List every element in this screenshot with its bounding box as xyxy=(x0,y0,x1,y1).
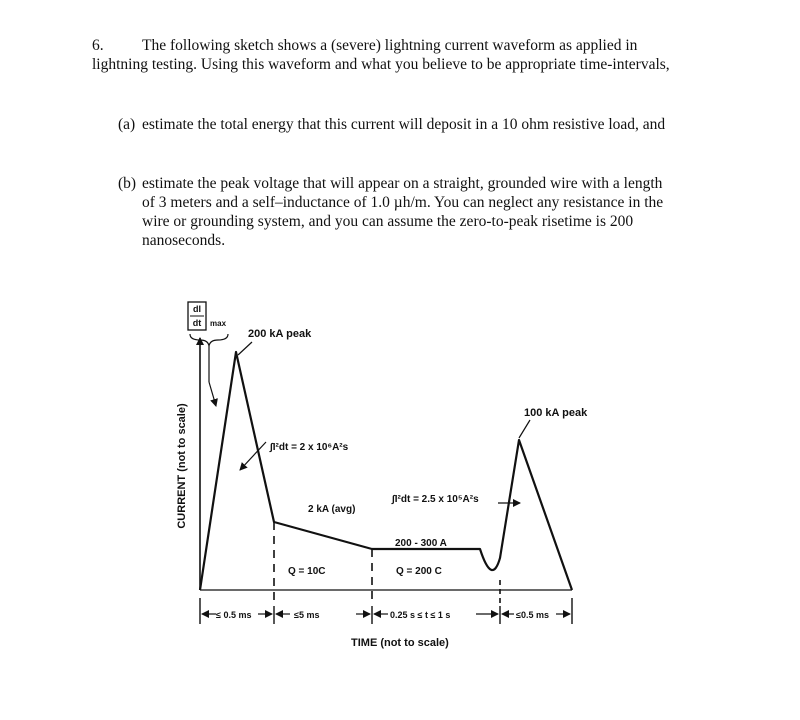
time-intervals xyxy=(200,598,572,624)
interval1-label: ≤ 0.5 ms xyxy=(216,610,252,620)
interval3-label: 0.25 s ≤ t ≤ 1 s xyxy=(390,610,451,620)
didt-max-suffix: max xyxy=(210,319,227,328)
integral2-label: ∫I²dt = 2.5 x 10⁵A²s xyxy=(392,494,479,505)
didt-brace xyxy=(190,334,228,346)
peak2-label: 100 kA peak xyxy=(524,407,588,419)
avg-label: 2 kA (avg) xyxy=(308,504,356,515)
didt-denominator: dt xyxy=(192,318,202,328)
peak1-pointer xyxy=(238,342,252,355)
part-b-label: (b) xyxy=(118,175,137,192)
didt-max-label xyxy=(188,302,228,406)
problem-number: 6. xyxy=(92,37,104,54)
problem-text: The following sketch shows a (severe) lightning current waveform as applied in lightning testing. Using this waveform and what you believe to be appropriate time-intervals, xyxy=(92,37,670,73)
charge1-label: Q = 10C xyxy=(288,566,326,577)
integral1-label: ∫I²dt = 2 x 10⁶A²s xyxy=(270,442,349,453)
peak2-pointer xyxy=(519,420,530,438)
peak1-label: 200 kA peak xyxy=(248,328,312,340)
part-a xyxy=(118,115,678,134)
current-waveform xyxy=(200,352,572,590)
part-a-label: (a) xyxy=(118,116,136,133)
continuing-current-label: 200 - 300 A xyxy=(395,538,447,549)
part-a-text: estimate the total energy that this current will deposit in a 10 ohm resistive load, and xyxy=(142,116,666,133)
didt-numerator: dI xyxy=(193,304,201,314)
didt-pointer-arrow xyxy=(209,382,216,406)
charge2-label: Q = 200 C xyxy=(396,566,442,577)
y-axis-label: CURRENT (not to scale) xyxy=(176,403,188,529)
part-b xyxy=(118,174,678,250)
problem-statement xyxy=(92,36,692,74)
interval2-label: ≤5 ms xyxy=(294,610,320,620)
interval4-label: ≤0.5 ms xyxy=(516,610,549,620)
part-b-text: estimate the peak voltage that will appear on a straight, grounded wire with a length of 3 meters and a self–inductance of 1.0 µh/m. You can neglect any resistance in the wire or grounding system, and you can assume the zero-to-peak risetime is 200 nanoseconds. xyxy=(142,175,664,249)
x-axis-label: TIME (not to scale) xyxy=(351,637,449,649)
lightning-waveform-figure xyxy=(0,290,800,670)
